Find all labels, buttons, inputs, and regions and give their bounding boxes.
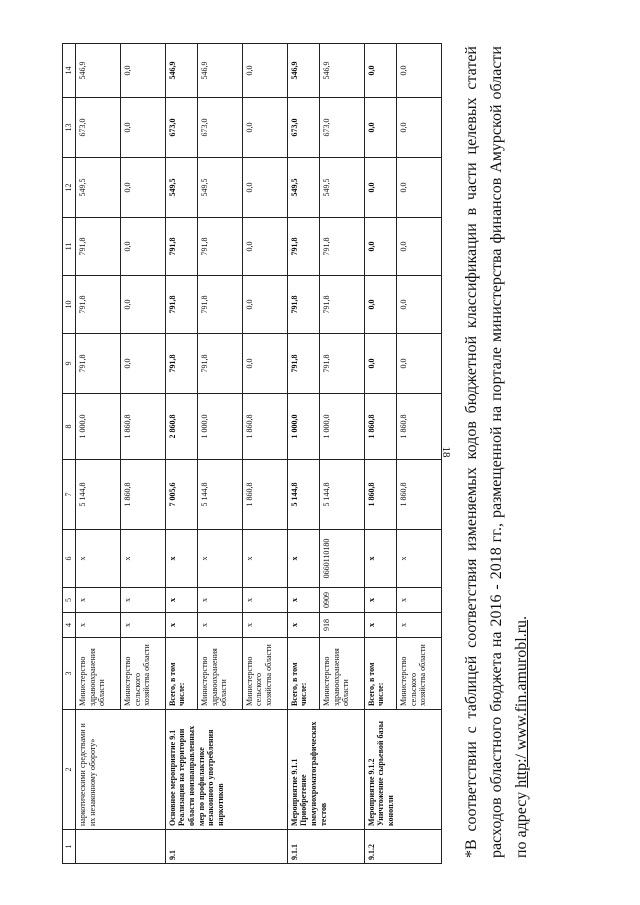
- value-cell: 549,5: [165, 158, 197, 218]
- footnote-text: *В соответствии с таблицей соответствия изменяемых кодов бюджетной классификации в части целевых статей расходов областного бюджета на 2016 - 2018 гг., размещенной на портале министерства финансов Амурской области по адресу: [463, 46, 530, 858]
- value-cell: 0,0: [364, 158, 396, 218]
- value-cell: x: [76, 530, 121, 588]
- value-cell: 791,8: [287, 218, 319, 276]
- header-cell: 8: [63, 394, 76, 460]
- executor-cell: Министерство сельского хозяйства области: [242, 638, 287, 710]
- value-cell: 0,0: [242, 218, 287, 276]
- value-cell: 546,9: [197, 44, 242, 98]
- value-cell: 673,0: [197, 98, 242, 158]
- value-cell: 549,5: [197, 158, 242, 218]
- value-cell: 1 860,8: [364, 460, 396, 530]
- table-row: [287, 44, 319, 864]
- executor-cell: Министерство сельского хозяйства области: [120, 638, 165, 710]
- value-cell: x: [165, 530, 197, 588]
- value-cell: 1 000,0: [319, 394, 364, 460]
- rotated-page: [62, 44, 632, 864]
- value-cell: 546,9: [287, 44, 319, 98]
- value-cell: x: [242, 530, 287, 588]
- executor-cell: Министерство здравоохранения области: [319, 638, 364, 710]
- value-cell: 2 860,8: [165, 394, 197, 460]
- value-cell: 5 144,8: [76, 460, 121, 530]
- value-cell: 673,0: [165, 98, 197, 158]
- table-body: [63, 44, 442, 864]
- executor-cell: Всего, в том числе:: [364, 638, 396, 710]
- value-cell: x: [120, 530, 165, 588]
- value-cell: 0,0: [242, 334, 287, 394]
- value-cell: 791,8: [319, 218, 364, 276]
- value-cell: 673,0: [76, 98, 121, 158]
- value-cell: 791,8: [287, 334, 319, 394]
- page-number: 18: [440, 446, 452, 458]
- value-cell: 673,0: [319, 98, 364, 158]
- header-cell: 12: [63, 158, 76, 218]
- value-cell: 1 860,8: [120, 394, 165, 460]
- header-cell: 2: [63, 710, 76, 830]
- header-cell: 3: [63, 638, 76, 710]
- value-cell: x: [364, 588, 396, 613]
- value-cell: 791,8: [76, 276, 121, 334]
- value-cell: x: [120, 613, 165, 638]
- footnote: [460, 46, 534, 858]
- header-cell: 13: [63, 98, 76, 158]
- value-cell: 791,8: [76, 334, 121, 394]
- header-cell: 6: [63, 530, 76, 588]
- value-cell: 791,8: [76, 218, 121, 276]
- value-cell: 7 005,6: [165, 460, 197, 530]
- value-cell: 0,0: [242, 44, 287, 98]
- row-code: 9.1.2: [364, 830, 441, 864]
- value-cell: 791,8: [165, 334, 197, 394]
- value-cell: x: [242, 613, 287, 638]
- row-name: Основное мероприятие 9.1 Реализация на территории области ноизпаправленных мер по профилактике незаконного употребления наркотиков: [165, 710, 287, 830]
- value-cell: 0,0: [364, 218, 396, 276]
- row-code: 9.1: [165, 830, 287, 864]
- value-cell: 5 144,8: [319, 460, 364, 530]
- value-cell: 5 144,8: [197, 460, 242, 530]
- footnote-tail: .: [512, 615, 530, 620]
- value-cell: 791,8: [319, 334, 364, 394]
- header-cell: 4: [63, 613, 76, 638]
- header-cell: 5: [63, 588, 76, 613]
- value-cell: x: [287, 530, 319, 588]
- value-cell: x: [397, 588, 442, 613]
- row-code: 9.1.1: [287, 830, 364, 864]
- value-cell: x: [287, 588, 319, 613]
- row-code: [76, 830, 166, 864]
- header-cell: 11: [63, 218, 76, 276]
- table-row: [364, 44, 396, 864]
- value-cell: 0660110180: [319, 530, 364, 588]
- value-cell: 549,5: [319, 158, 364, 218]
- value-cell: 549,5: [287, 158, 319, 218]
- value-cell: 546,9: [319, 44, 364, 98]
- value-cell: 791,8: [165, 218, 197, 276]
- value-cell: x: [197, 530, 242, 588]
- value-cell: 0,0: [397, 158, 442, 218]
- value-cell: 0,0: [120, 98, 165, 158]
- value-cell: x: [364, 530, 396, 588]
- value-cell: 1 860,8: [242, 394, 287, 460]
- header-row: [63, 44, 76, 864]
- value-cell: 0,0: [364, 276, 396, 334]
- value-cell: 0,0: [120, 44, 165, 98]
- value-cell: 0,0: [397, 98, 442, 158]
- value-cell: 546,9: [76, 44, 121, 98]
- value-cell: 1 860,8: [397, 394, 442, 460]
- value-cell: 0,0: [397, 218, 442, 276]
- value-cell: 1 860,8: [397, 460, 442, 530]
- value-cell: x: [242, 588, 287, 613]
- executor-cell: Всего, в том числе:: [287, 638, 319, 710]
- value-cell: 0,0: [120, 218, 165, 276]
- value-cell: x: [397, 613, 442, 638]
- value-cell: 0,0: [242, 276, 287, 334]
- value-cell: x: [165, 588, 197, 613]
- value-cell: 1 860,8: [120, 460, 165, 530]
- value-cell: x: [165, 613, 197, 638]
- value-cell: x: [76, 613, 121, 638]
- budget-table: [62, 43, 442, 864]
- value-cell: 1 000,0: [76, 394, 121, 460]
- value-cell: 0,0: [397, 44, 442, 98]
- value-cell: 546,9: [165, 44, 197, 98]
- value-cell: x: [197, 588, 242, 613]
- row-name: Мероприятие 9.1.2 Уничтожение сырьевой базы конопли: [364, 710, 441, 830]
- value-cell: 0,0: [397, 334, 442, 394]
- executor-cell: Всего, в том числе:: [165, 638, 197, 710]
- value-cell: 0,0: [364, 334, 396, 394]
- value-cell: 791,8: [197, 218, 242, 276]
- value-cell: 0,0: [242, 158, 287, 218]
- executor-cell: Министерство здравоохранения области: [197, 638, 242, 710]
- header-cell: 10: [63, 276, 76, 334]
- value-cell: 1 000,0: [287, 394, 319, 460]
- value-cell: 791,8: [197, 276, 242, 334]
- value-cell: x: [287, 613, 319, 638]
- footnote-link[interactable]: http:/ www.fin.amurobl.ru: [512, 619, 530, 788]
- row-name: наркотическими средствами и их незаконному обороту»: [76, 710, 166, 830]
- value-cell: 0,0: [120, 158, 165, 218]
- value-cell: 1 860,8: [364, 394, 396, 460]
- value-cell: 0,0: [364, 98, 396, 158]
- executor-cell: Министерство сельского хозяйства области: [397, 638, 442, 710]
- header-cell: 9: [63, 334, 76, 394]
- value-cell: 673,0: [287, 98, 319, 158]
- header-cell: 7: [63, 460, 76, 530]
- header-cell: 14: [63, 44, 76, 98]
- value-cell: x: [397, 530, 442, 588]
- value-cell: 0,0: [242, 98, 287, 158]
- table-row: [76, 44, 121, 864]
- value-cell: 0,0: [120, 334, 165, 394]
- executor-cell: Министерство здравоохранения области: [76, 638, 121, 710]
- value-cell: 0,0: [364, 44, 396, 98]
- value-cell: 5 144,8: [287, 460, 319, 530]
- value-cell: 791,8: [165, 276, 197, 334]
- row-name: Мероприятие 9.1.1 Приобретение иммунохроматографических тестов: [287, 710, 364, 830]
- value-cell: 0909: [319, 588, 364, 613]
- value-cell: 791,8: [197, 334, 242, 394]
- table-row: [165, 44, 197, 864]
- value-cell: 791,8: [319, 276, 364, 334]
- value-cell: x: [197, 613, 242, 638]
- value-cell: 918: [319, 613, 364, 638]
- value-cell: 1 860,8: [242, 460, 287, 530]
- value-cell: x: [76, 588, 121, 613]
- value-cell: x: [364, 613, 396, 638]
- value-cell: 0,0: [397, 276, 442, 334]
- value-cell: 549,5: [76, 158, 121, 218]
- value-cell: 0,0: [120, 276, 165, 334]
- value-cell: x: [120, 588, 165, 613]
- value-cell: 1 000,0: [197, 394, 242, 460]
- value-cell: 791,8: [287, 276, 319, 334]
- header-cell: 1: [63, 830, 76, 864]
